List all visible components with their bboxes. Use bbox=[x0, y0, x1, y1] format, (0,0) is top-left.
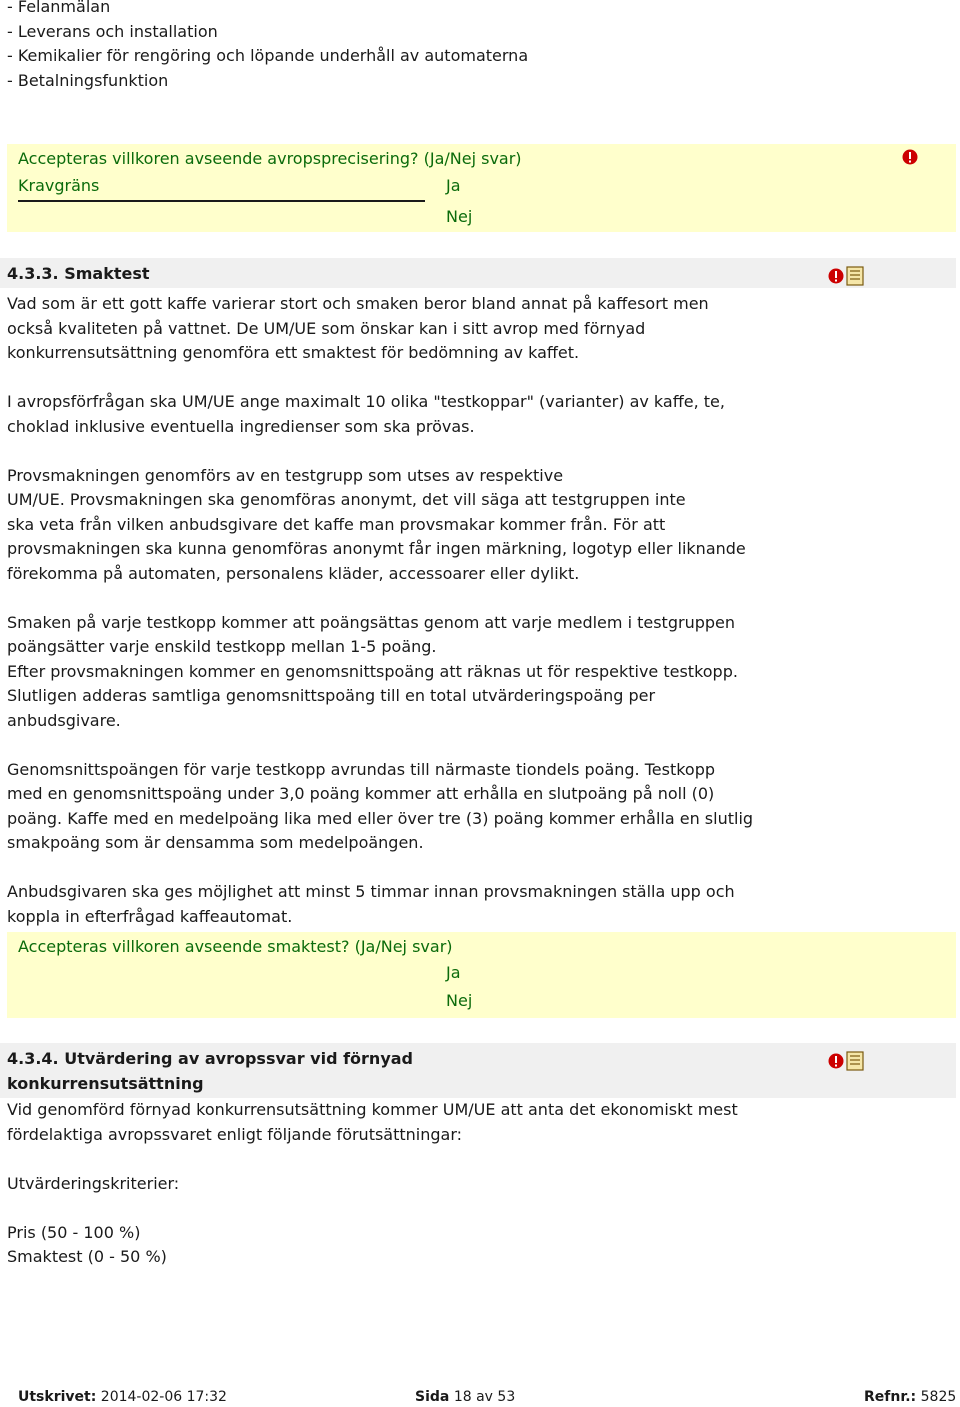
list-item: - Felanmälan bbox=[7, 0, 111, 16]
document-icon[interactable] bbox=[846, 266, 864, 286]
answer-option-yes[interactable]: Ja bbox=[446, 963, 461, 982]
paragraph-line: choklad inklusive eventuella ingredienser som ska prövas. bbox=[7, 416, 475, 436]
answer-option-no[interactable]: Nej bbox=[446, 991, 473, 1010]
alert-icon bbox=[828, 1053, 844, 1069]
paragraph-line: I avropsförfrågan ska UM/UE ange maximalt 10 olika "testkoppar" (varianter) av kaffe, te, bbox=[7, 392, 725, 411]
answer-option-yes[interactable]: Ja bbox=[446, 176, 461, 195]
paragraph-line: också kvaliteten på vattnet. De UM/UE som önskar kan i sitt avrop med förnyad bbox=[7, 318, 646, 338]
paragraph-line: Efter provsmakningen kommer en genomsnittspoäng att räknas ut för respektive testkopp. bbox=[7, 661, 738, 681]
paragraph-line: poängsätter varje enskild testkopp mellan 1-5 poäng. bbox=[7, 637, 437, 656]
alert-icon bbox=[902, 149, 918, 165]
section-heading-4-3-3 bbox=[0, 258, 956, 288]
paragraph-line: anbudsgivare. bbox=[7, 710, 121, 730]
page-of: av bbox=[476, 1389, 493, 1405]
printed-label: Utskrivet: bbox=[18, 1389, 97, 1405]
paragraph-spacer bbox=[7, 366, 947, 391]
paragraph-line: fördelaktiga avropssvaret enligt följande förutsättningar: bbox=[7, 1124, 463, 1144]
paragraph-spacer bbox=[7, 856, 947, 881]
footer-printed bbox=[18, 1387, 227, 1407]
paragraph-line: Genomsnittspoängen för varje testkopp avrundas till närmaste tiondels poäng. Testkopp bbox=[7, 759, 716, 779]
question-box-smaktest bbox=[7, 932, 956, 1018]
paragraph-line: Smaken på varje testkopp kommer att poängsättas genom att varje medlem i testgruppen bbox=[7, 612, 735, 632]
requirement-underline bbox=[18, 200, 425, 202]
paragraph-line: Utvärderingskriterier: bbox=[7, 1173, 180, 1193]
criteria-item: Pris (50 - 100 %) bbox=[7, 1222, 141, 1242]
list-item: - Leverans och installation bbox=[7, 21, 218, 41]
paragraph-spacer bbox=[7, 733, 947, 758]
paragraph-line: Vad som är ett gott kaffe varierar stort och smaken beror bland annat på kaffesort men bbox=[7, 294, 709, 313]
paragraph-line: Provsmakningen genomförs av en testgrupp som utses av respektive bbox=[7, 465, 564, 485]
paragraph-line: förekomma på automaten, personalens kläder, accessoarer eller dylikt. bbox=[7, 563, 580, 583]
list-item: - Betalningsfunktion bbox=[7, 70, 169, 90]
section-title-continued: konkurrensutsättning bbox=[7, 1073, 204, 1093]
section-body-4-3-4 bbox=[7, 1098, 947, 1270]
paragraph-line: Anbudsgivaren ska ges möjlighet att minst 5 timmar innan provsmakningen ställa upp och bbox=[7, 882, 735, 901]
footer-page bbox=[415, 1387, 515, 1407]
page-number: 18 bbox=[453, 1389, 472, 1405]
paragraph-line: UM/UE. Provsmakningen ska genomföras anonymt, det vill säga att testgruppen inte bbox=[7, 490, 686, 509]
paragraph-spacer bbox=[7, 1147, 947, 1172]
paragraph-line: Vid genomförd förnyad konkurrensutsättning kommer UM/UE att anta det ekonomiskt mest bbox=[7, 1100, 738, 1119]
question-text: Accepteras villkoren avseende avropsprecisering? (Ja/Nej svar) bbox=[18, 149, 522, 168]
document-icon[interactable] bbox=[846, 1051, 864, 1071]
section-heading-4-3-4 bbox=[0, 1043, 956, 1098]
section-title: 4.3.4. Utvärdering av avropssvar vid förnyad bbox=[7, 1049, 413, 1068]
list-item: - Kemikalier för rengöring och löpande underhåll av automaterna bbox=[7, 46, 529, 65]
paragraph-line: smakpoäng som är densamma som medelpoängen. bbox=[7, 833, 424, 852]
paragraph-spacer bbox=[7, 439, 947, 464]
page-total: 53 bbox=[497, 1389, 516, 1405]
paragraph-line: med en genomsnittspoäng under 3,0 poäng kommer att erhålla en slutpoäng på noll (0) bbox=[7, 784, 715, 803]
section-body-4-3-3 bbox=[7, 292, 947, 929]
intro-list bbox=[7, 0, 947, 93]
paragraph-line: koppla in efterfrågad kaffeautomat. bbox=[7, 906, 293, 926]
answer-option-no[interactable]: Nej bbox=[446, 207, 473, 226]
alert-icon bbox=[828, 268, 844, 284]
section-title: 4.3.3. Smaktest bbox=[7, 264, 150, 283]
requirement-label: Kravgräns bbox=[18, 176, 100, 195]
criteria-item: Smaktest (0 - 50 %) bbox=[7, 1247, 167, 1266]
question-box-avropsprecisering bbox=[7, 144, 956, 232]
paragraph-line: Slutligen adderas samtliga genomsnittspoäng till en total utvärderingspoäng per bbox=[7, 686, 656, 705]
paragraph-line: poäng. Kaffe med en medelpoäng lika med eller över tre (3) poäng kommer erhålla en slutlig bbox=[7, 808, 754, 828]
paragraph-line: konkurrensutsättning genomföra ett smaktest för bedömning av kaffet. bbox=[7, 343, 580, 362]
ref-label: Refnr.: bbox=[864, 1389, 917, 1405]
paragraph-line: provsmakningen ska kunna genomföras anonymt får ingen märkning, logotyp eller liknande bbox=[7, 539, 746, 558]
paragraph-spacer bbox=[7, 586, 947, 611]
footer-ref bbox=[864, 1387, 956, 1407]
paragraph-line: ska veta från vilken anbudsgivare det kaffe man provsmakar kommer från. För att bbox=[7, 514, 666, 534]
printed-value: 2014-02-06 17:32 bbox=[100, 1389, 227, 1405]
question-text: Accepteras villkoren avseende smaktest? (Ja/Nej svar) bbox=[18, 937, 453, 956]
paragraph-spacer bbox=[7, 1196, 947, 1221]
ref-value: 5825 bbox=[920, 1389, 957, 1405]
page-label: Sida bbox=[415, 1389, 450, 1405]
